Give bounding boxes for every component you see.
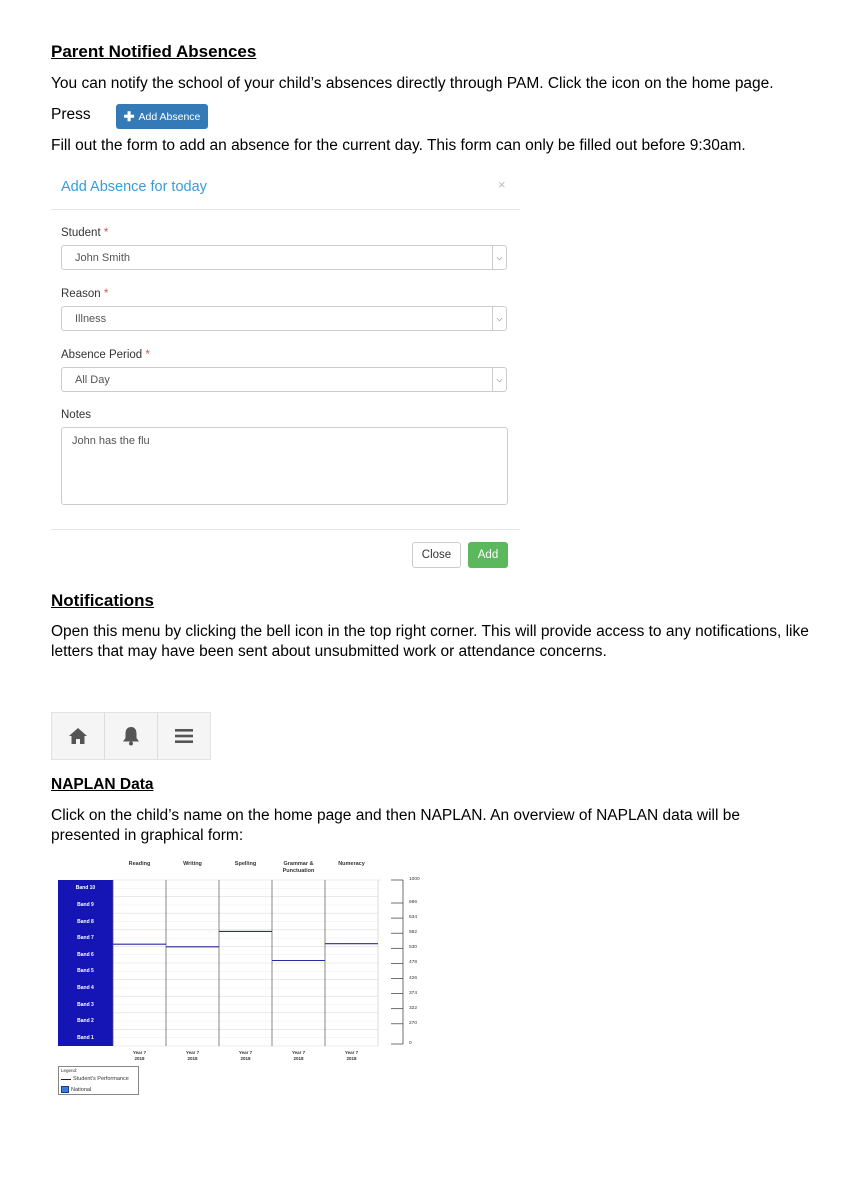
period-label: Absence Period * [61, 349, 150, 361]
naplan-text: Click on the child’s name on the home page and then NAPLAN. An overview of NAPLAN data will be presented in graphical form: [51, 807, 740, 844]
modal-title: Add Absence for today [61, 179, 207, 195]
legend-square-swatch [61, 1086, 69, 1093]
notifications-text: Open this menu by clicking the bell icon in the top right corner. This will provide access to any notifications, like letters that may have been sent about unsubmitted work or attendance concerns. [51, 623, 809, 660]
category-label: Numeracy [338, 861, 365, 867]
period-select[interactable] [61, 367, 507, 392]
notes-label: Notes [61, 409, 92, 421]
menu-icon [174, 727, 194, 745]
band-label: Band 2 [77, 1018, 94, 1025]
band-label: Band 7 [77, 935, 94, 942]
bell-button[interactable] [105, 713, 158, 759]
scale-tick-label: 270 [409, 1020, 418, 1026]
band-label: Band 1 [77, 1034, 94, 1041]
scale-tick-label: 426 [409, 975, 418, 981]
category-label: Writing [183, 861, 202, 867]
band-label: Band 4 [77, 984, 94, 991]
add-button[interactable]: Add [468, 542, 508, 568]
chart-legend [58, 1066, 139, 1095]
scale-tick-label: 322 [409, 1005, 418, 1011]
legend-item-student: Student's Performance [61, 1076, 129, 1082]
scale-tick-label: 582 [409, 930, 418, 936]
x-axis-label: Year 7 2018 [344, 1050, 359, 1061]
absences-heading: Parent Notified Absences [51, 42, 257, 61]
student-select[interactable] [61, 245, 507, 270]
band-label: Band 10 [75, 885, 96, 892]
band-label: Band 8 [77, 918, 94, 925]
absences-intro: You can notify the school of your child’s absences directly through PAM. Click the icon on the home page. [51, 75, 774, 92]
close-icon[interactable]: × [498, 177, 506, 192]
add-absence-label: Add Absence [138, 110, 201, 123]
student-value: John Smith [75, 252, 131, 264]
student-label: Student * [61, 227, 109, 239]
chevron-down-icon: ⌵ [492, 246, 506, 269]
period-value: All Day [75, 374, 110, 386]
home-icon [67, 726, 89, 746]
legend-item-national: National [61, 1086, 91, 1093]
x-axis-label: Year 7 2018 [238, 1050, 253, 1061]
legend-title: Legend: [61, 1068, 78, 1073]
reason-value: Illness [75, 313, 107, 325]
absences-instructions: Fill out the form to add an absence for the current day. This form can only be filled out before 9:30am. [51, 137, 746, 154]
band-label: Band 6 [77, 951, 94, 958]
scale-tick-label: 686 [409, 900, 418, 905]
x-axis-label: Year 7 2018 [185, 1050, 200, 1061]
scale-tick-label: 0 [409, 1041, 412, 1046]
scale-tick-label: 478 [409, 960, 418, 966]
chevron-down-icon: ⌵ [492, 307, 506, 330]
category-label: Reading [128, 861, 151, 867]
nav-toolbar [51, 712, 211, 760]
menu-button[interactable] [158, 713, 210, 759]
modal-footer-divider [51, 529, 520, 530]
reason-select[interactable] [61, 306, 507, 331]
notes-value: John has the flu [72, 435, 150, 447]
notifications-heading: Notifications [51, 591, 154, 610]
category-label: Grammar & Punctuation [282, 861, 315, 874]
naplan-chart [51, 856, 431, 1100]
reason-label: Reason * [61, 288, 109, 300]
scale-tick-label: 1000 [409, 877, 420, 882]
notes-textarea[interactable] [61, 427, 508, 505]
press-label: Press [51, 106, 91, 123]
add-absence-modal [51, 168, 520, 578]
bell-icon [120, 725, 142, 747]
band-label: Band 5 [77, 968, 94, 975]
legend-line-swatch [61, 1079, 71, 1080]
home-button[interactable] [52, 713, 105, 759]
x-axis-label: Year 7 2018 [291, 1050, 306, 1061]
scale-tick-label: 530 [409, 945, 418, 951]
band-label: Band 3 [77, 1001, 94, 1008]
scale-tick-label: 374 [409, 990, 418, 996]
category-label: Spelling [234, 861, 257, 867]
band-label: Band 9 [77, 901, 94, 908]
chevron-down-icon: ⌵ [492, 368, 506, 391]
modal-header-divider [51, 209, 520, 210]
scale-tick-label: 634 [409, 915, 418, 921]
plus-icon: ✚ [123, 108, 135, 124]
naplan-heading: NAPLAN Data [51, 776, 154, 793]
close-button[interactable]: Close [412, 542, 461, 568]
x-axis-label: Year 7 2018 [132, 1050, 147, 1061]
add-absence-button[interactable] [116, 104, 208, 129]
